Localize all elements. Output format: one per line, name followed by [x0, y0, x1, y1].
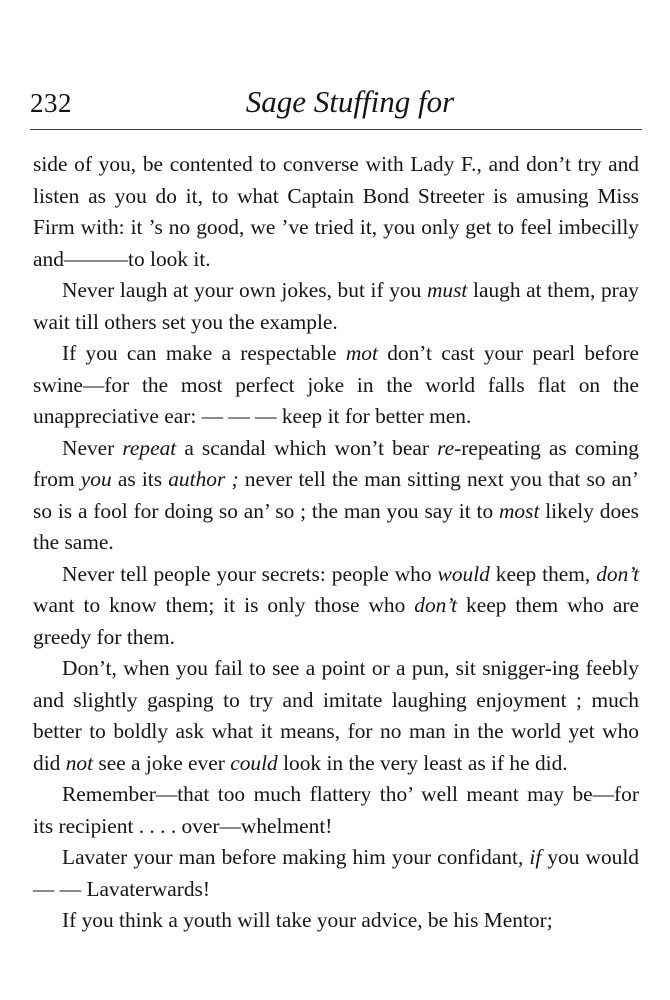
italic-text: don’t: [414, 593, 458, 617]
paragraph: [33, 149, 639, 275]
italic-text: would: [437, 561, 490, 586]
italic-text: if: [529, 845, 542, 869]
paragraph: [33, 842, 639, 905]
text-run: laugh at them, pray wait till others set you the example.: [33, 278, 639, 334]
italic-text: re: [437, 435, 455, 460]
text-run: If you can make a respectable: [62, 341, 346, 365]
italic-text: author ;: [168, 467, 239, 491]
italic-text: not: [65, 750, 94, 775]
paragraph: [33, 559, 639, 654]
italic-text: most: [498, 498, 540, 523]
body-text: [33, 149, 639, 937]
page-header: [30, 84, 640, 128]
text-run: as its: [111, 467, 169, 491]
text-run: a scandal which won’t bear: [176, 435, 438, 460]
italic-text: don’t: [596, 561, 640, 586]
running-head: Sage Stuffing for: [245, 84, 455, 119]
italic-text: you: [80, 467, 112, 491]
text-run: want to know them; it is only those who: [33, 593, 415, 617]
text-run: Don’t, when you fail to see a point or a pun, sit snigger-ing feebly and slightly gasping to try and imitate laughing enjoyment ; much better to boldly ask what it means, for no man in the world yet who did: [33, 656, 639, 775]
paragraph: [33, 779, 639, 842]
text-run: side of you, be contented to converse with Lady F., and don’t try and listen as you do it, to what Captain Bond Streeter is amusing Miss Firm with: it ’s no good, we ’ve tried it, you only get to feel imbecilly and———to look it.: [33, 152, 639, 271]
text-run: -repeating as coming from: [33, 435, 639, 491]
text-run: don’t cast your pearl before swine—for the most perfect joke in the world falls flat on the unappreciative ear: — — — keep it for better men.: [33, 341, 639, 428]
italic-text: must: [426, 278, 468, 302]
text-run: keep them who are greedy for them.: [33, 593, 639, 649]
text-run: If you think a youth will take your advice, be his Mentor;: [62, 908, 553, 932]
italic-text: could: [230, 750, 278, 775]
text-run: Lavater your man before making him your confidant,: [62, 845, 530, 869]
italic-text: repeat: [122, 435, 177, 460]
text-run: Never tell people your secrets: people who: [62, 561, 438, 586]
text-run: Never: [62, 435, 123, 460]
page-number: 232: [30, 88, 72, 118]
text-run: never tell the man sitting next you that so an’ so is a fool for doing so an’ so ; the man you say it to: [33, 467, 639, 523]
text-run: likely does the same.: [33, 498, 639, 554]
paragraph: [33, 433, 639, 559]
paragraph: [33, 653, 639, 779]
text-run: you would — — Lavaterwards!: [33, 845, 640, 901]
text-run: Remember—that too much flattery tho’ well meant may be—for its recipient . . . . over—whelment!: [33, 782, 639, 838]
paragraph: [33, 905, 639, 937]
text-run: keep them,: [489, 561, 597, 586]
text-run: see a joke ever: [93, 750, 231, 775]
text-run: Never laugh at your own jokes, but if you: [62, 278, 427, 302]
italic-text: mot: [345, 341, 378, 365]
paragraph: [33, 275, 639, 338]
text-run: look in the very least as if he did.: [277, 750, 568, 775]
header-rule: [30, 129, 642, 130]
paragraph: [33, 338, 639, 433]
